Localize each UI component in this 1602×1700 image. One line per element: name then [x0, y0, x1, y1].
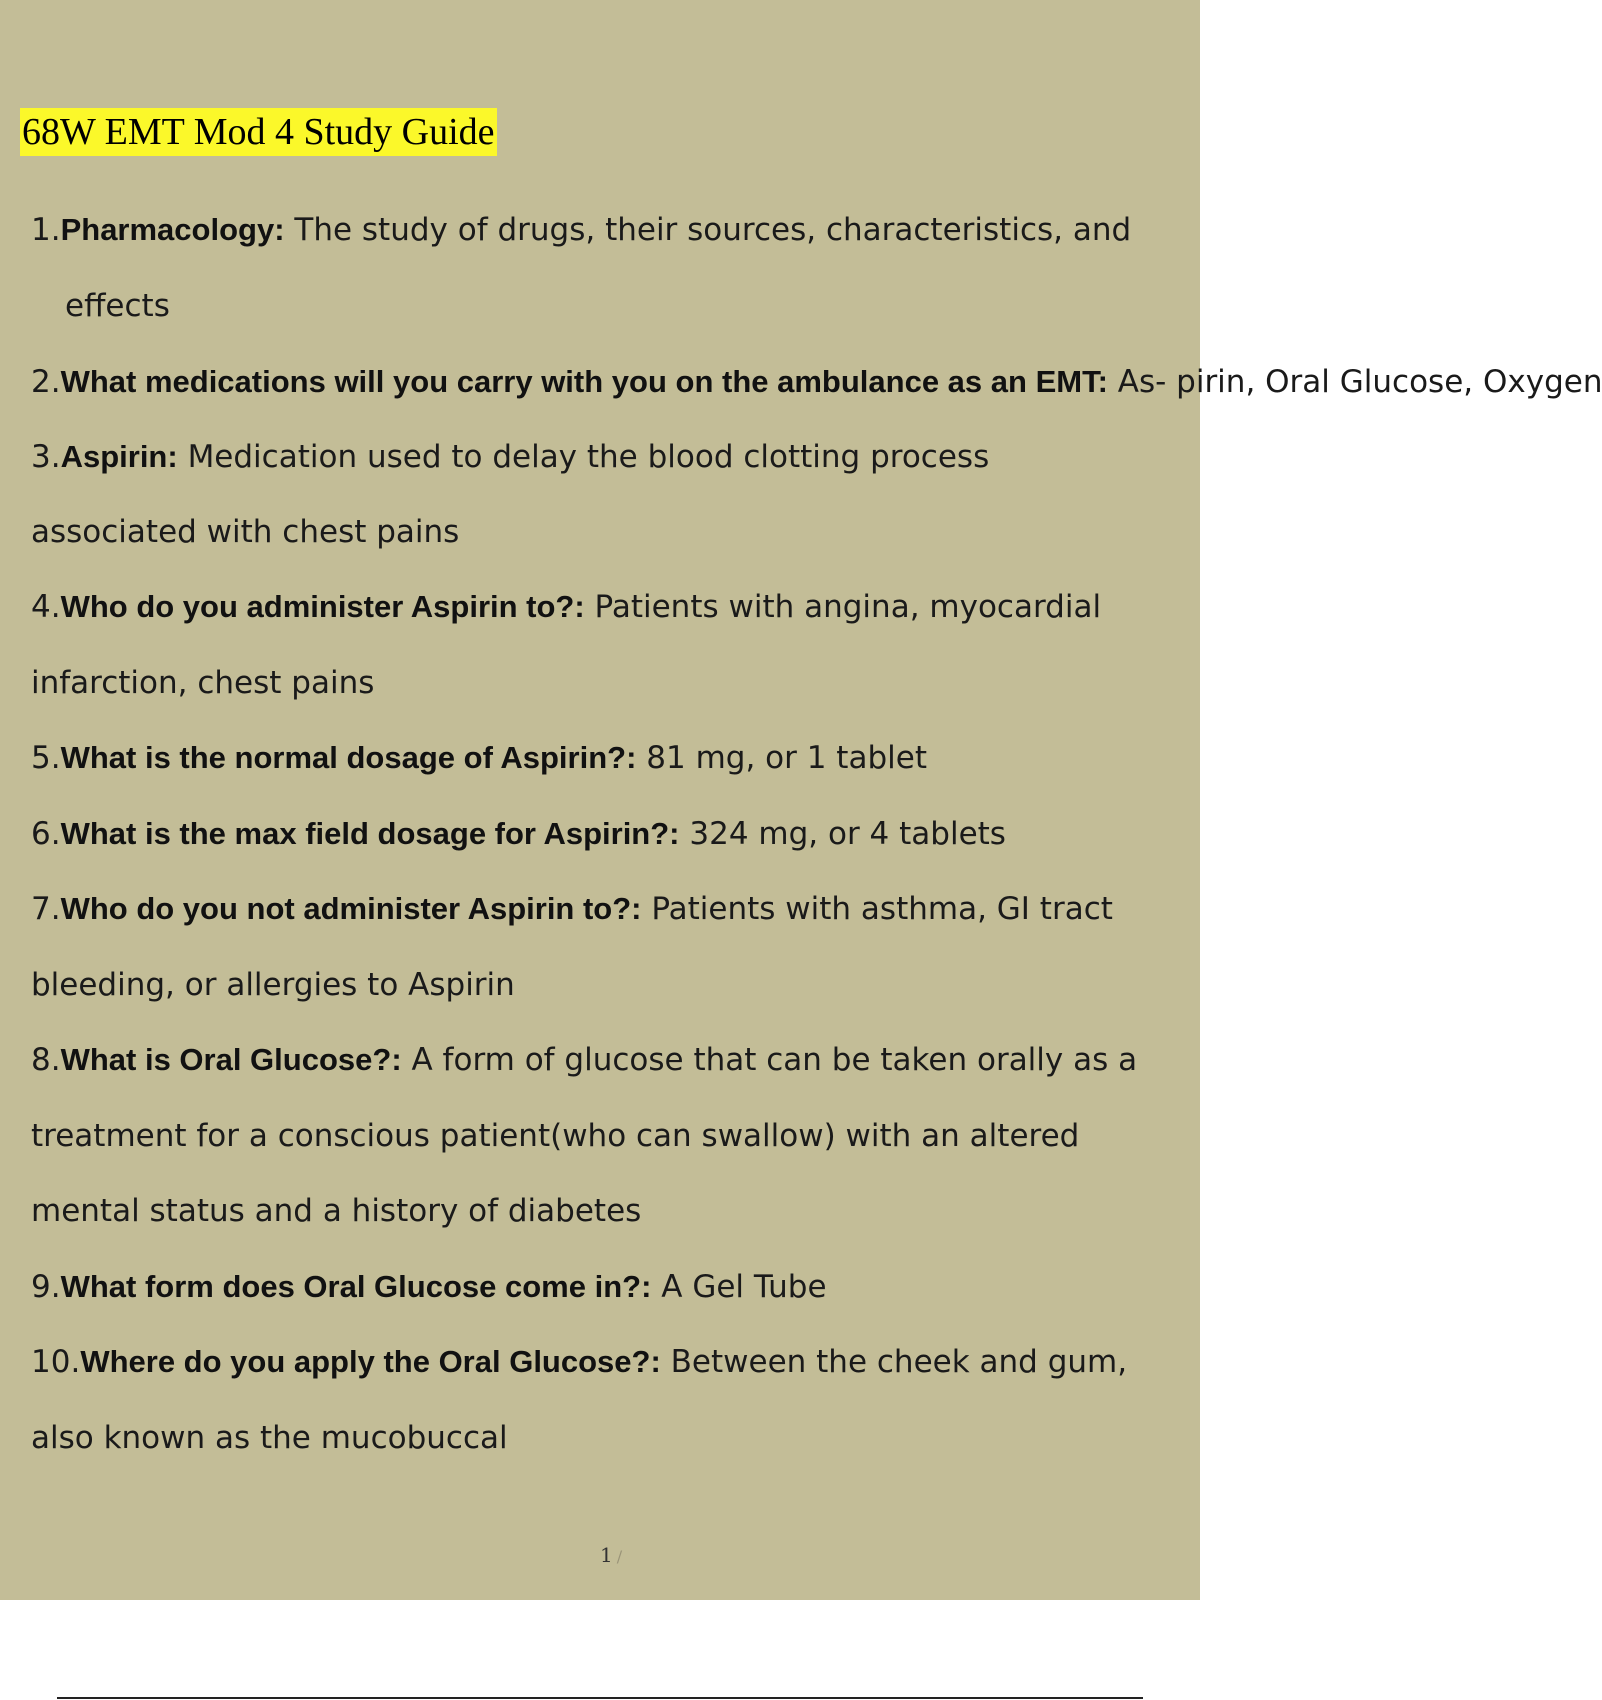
document-title: 68W EMT Mod 4 Study Guide — [20, 108, 497, 156]
page-number-separator: / — [616, 1547, 623, 1566]
page-divider — [57, 1697, 1143, 1699]
item-question: What form does Oral Glucose come in?: — [60, 1269, 652, 1304]
item-answer-line: As- pirin, Oral Glucose, Oxygen — [1117, 364, 1602, 400]
item-question: Who do you administer Aspirin to?: — [60, 589, 585, 624]
study-item-continuation — [31, 965, 1200, 1005]
item-number: 1. — [31, 212, 61, 248]
item-answer-line: 81 mg, or 1 tablet — [646, 740, 927, 776]
item-answer-line: associated with chest pains — [31, 514, 460, 550]
study-item — [31, 210, 1200, 250]
item-question: Aspirin: — [60, 439, 178, 474]
item-answer-line: treatment for a conscious patient(who can swallow) with an altered — [31, 1118, 1080, 1154]
item-number: 5. — [31, 740, 61, 776]
study-item — [31, 889, 1200, 929]
item-question: What is the max field dosage for Aspirin?: — [60, 816, 680, 851]
study-item-continuation — [31, 512, 1200, 552]
study-item — [31, 738, 1200, 778]
study-item — [31, 437, 1200, 477]
study-item-continuation — [65, 286, 1200, 326]
item-number: 2. — [31, 364, 61, 400]
item-number: 3. — [31, 439, 61, 475]
item-number: 4. — [31, 589, 61, 625]
item-question: What medications will you carry with you on the ambulance as an EMT: — [60, 364, 1108, 399]
study-item — [31, 587, 1200, 627]
item-number: 6. — [31, 816, 61, 852]
item-number: 9. — [31, 1269, 61, 1305]
page-number — [600, 1540, 622, 1570]
item-answer-line: 324 mg, or 4 tablets — [689, 816, 1006, 852]
item-question: Where do you apply the Oral Glucose?: — [80, 1344, 661, 1379]
item-answer-line: also known as the mucobuccal — [31, 1420, 508, 1456]
item-answer-line: infarction, chest pains — [31, 665, 375, 701]
study-item-continuation — [31, 1191, 1200, 1231]
study-item — [31, 814, 1200, 854]
study-item-continuation — [31, 1418, 1200, 1458]
study-item — [31, 1040, 1200, 1080]
item-answer-line: effects — [65, 288, 170, 324]
item-answer-line: A form of glucose that can be taken orally as a — [411, 1042, 1138, 1078]
item-answer-line: Patients with asthma, GI tract — [651, 891, 1113, 927]
study-item-continuation — [31, 1116, 1200, 1156]
item-answer-line: bleeding, or allergies to Aspirin — [31, 967, 515, 1003]
item-question: What is Oral Glucose?: — [60, 1042, 402, 1077]
item-answer-line: mental status and a history of diabetes — [31, 1193, 642, 1229]
item-answer-line: Patients with angina, myocardial — [594, 589, 1102, 625]
page-number-value: 1 — [600, 1543, 613, 1567]
item-number: 10. — [31, 1344, 81, 1380]
item-question: What is the normal dosage of Aspirin?: — [60, 740, 637, 775]
study-item-continuation — [31, 663, 1200, 703]
item-question: Who do you not administer Aspirin to?: — [60, 891, 642, 926]
item-answer-line: The study of drugs, their sources, characteristics, and — [294, 212, 1132, 248]
item-answer-line: A Gel Tube — [661, 1269, 827, 1305]
item-number: 7. — [31, 891, 61, 927]
study-item — [31, 1267, 1200, 1307]
study-item — [31, 1342, 1200, 1382]
item-question: Pharmacology: — [60, 212, 285, 247]
item-answer-line: Medication used to delay the blood clotting process — [187, 439, 990, 475]
item-number: 8. — [31, 1042, 61, 1078]
study-item — [31, 362, 1602, 402]
item-answer-line: Between the cheek and gum, — [670, 1344, 1128, 1380]
